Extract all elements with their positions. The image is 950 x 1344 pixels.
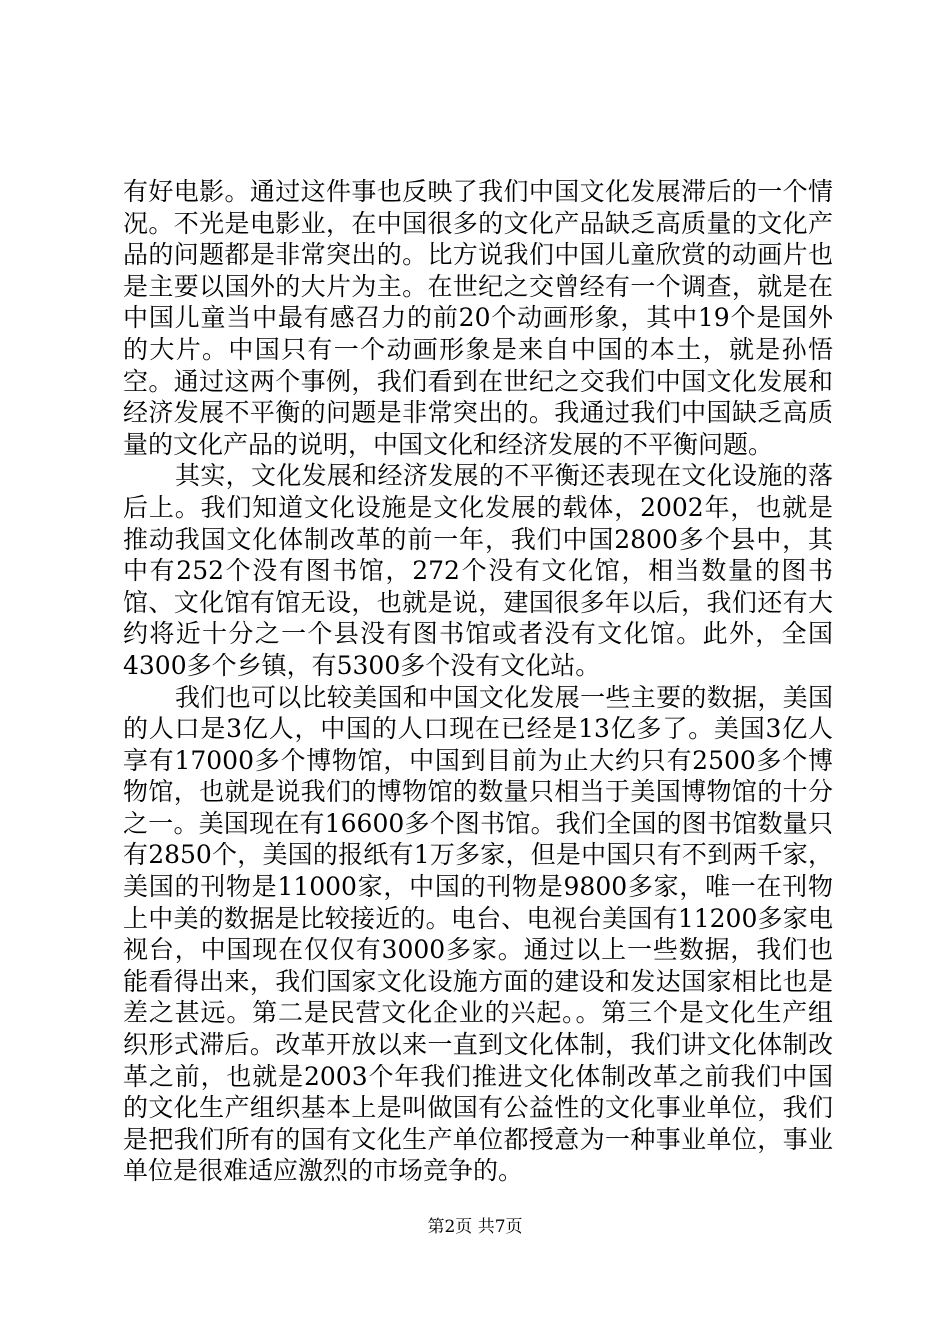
paragraph-3: 我们也可以比较美国和中国文化发展一些主要的数据，美国的人口是3亿人，中国的人口现在已经是13亿多了。美国3亿人享有17000多个博物馆，中国到目前为止大约只有2500多个博物馆，也就是说我们的博物馆的数量只相当于美国博物馆的十分之一。美国现在有16600多个图书馆。我们全国的图书馆数量只有2850个，美国的报纸有1万多家，但是中国只有不到两千家，美国的刊物是11000家，中国的刊物是9800多家，唯一在刊物上中美的数据是比较接近的。电台、电视台美国有11200多家电视台，中国现在仅仅有3000多家。通过以上一些数据，我们也能看得出来，我们国家文化设施方面的建设和发达国家相比也是差之甚远。第二是民营文化企业的兴起。。第三个是文化生产组织形式滞后。改革开放以来一直到文化体制，我们讲文化体制改革之前，也就是2003个年我们推进文化体制改革之前我们中国的文化生产组织基本上是叫做国有公益性的文化事业单位，我们是把我们所有的国有文化生产单位都授意为一种事业单位，事业单位是很难适应激烈的市场竞争的。 <box>123 682 833 1186</box>
paragraph-1: 有好电影。通过这件事也反映了我们中国文化发展滞后的一个情况。不光是电影业，在中国很多的文化产品缺乏高质量的文化产品的问题都是非常突出的。比方说我们中国儿童欣赏的动画片也是主要以国外的大片为主。在世纪之交曾经有一个调查，就是在中国儿童当中最有感召力的前20个动画形象，其中19个是国外的大片。中国只有一个动画形象是来自中国的本土，就是孙悟空。通过这两个事例，我们看到在世纪之交我们中国文化发展和经济发展不平衡的问题是非常突出的。我通过我们中国缺乏高质量的文化产品的说明，中国文化和经济发展的不平衡问题。 <box>123 177 833 459</box>
paragraph-2: 其实，文化发展和经济发展的不平衡还表现在文化设施的落后上。我们知道文化设施是文化发展的载体，2002年，也就是推动我国文化体制改革的前一年，我们中国2800多个县中，其中有252个没有图书馆，272个没有文化馆，相当数量的图书馆、文化馆有馆无设，也就是说，建国很多年以后，我们还有大约将近十分之一个县没有图书馆或者没有文化馆。此外，全国4300多个乡镇，有5300多个没有文化站。 <box>123 461 833 680</box>
document-body <box>123 176 833 1187</box>
page-footer <box>0 1212 950 1237</box>
page-number-label: 第2页 共7页 <box>427 1217 523 1237</box>
